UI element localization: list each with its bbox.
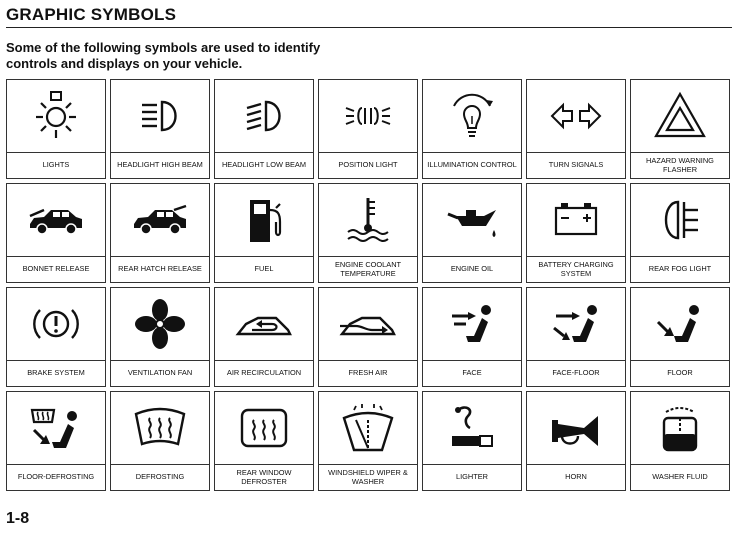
horn-icon <box>544 400 608 456</box>
symbol-label: FACE-FLOOR <box>527 360 625 386</box>
symbol-cell-air-recirc <box>214 287 314 387</box>
intro-text: Some of the following symbols are used to identify controls and displays on your vehicle. <box>6 40 321 71</box>
battery-icon <box>544 192 608 248</box>
page-number: 1-8 <box>6 510 30 527</box>
symbol-label: HAZARD WARNING FLASHER <box>631 152 729 178</box>
symbol-label: WASHER FLUID <box>631 464 729 490</box>
lights-icon <box>24 88 88 144</box>
symbol-label: BONNET RELEASE <box>7 256 105 282</box>
position-light-icon <box>336 88 400 144</box>
symbol-cell-floor-defrost <box>6 391 106 491</box>
rear-defroster-icon <box>232 400 296 456</box>
symbol-cell-headlight-low <box>214 79 314 179</box>
title-rule <box>6 27 732 28</box>
fuel-icon <box>232 192 296 248</box>
engine-oil-icon <box>440 192 504 248</box>
symbol-label: FACE <box>423 360 521 386</box>
symbol-cell-rear-hatch <box>110 183 210 283</box>
face-vent-icon <box>440 296 504 352</box>
ventilation-fan-icon <box>128 296 192 352</box>
symbol-cell-face-floor <box>526 287 626 387</box>
symbol-label: VENTILATION FAN <box>111 360 209 386</box>
symbol-cell-washer-fluid <box>630 391 730 491</box>
symbol-label: HORN <box>527 464 625 490</box>
symbol-cell-hazard <box>630 79 730 179</box>
symbol-cell-rear-defrost <box>214 391 314 491</box>
symbol-cell-horn <box>526 391 626 491</box>
symbol-cell-floor <box>630 287 730 387</box>
symbol-cell-bonnet-release <box>6 183 106 283</box>
symbol-label: FRESH AIR <box>319 360 417 386</box>
symbol-label: LIGHTER <box>423 464 521 490</box>
symbol-cell-rear-fog <box>630 183 730 283</box>
symbol-label: BRAKE SYSTEM <box>7 360 105 386</box>
symbol-label: REAR FOG LIGHT <box>631 256 729 282</box>
wiper-washer-icon <box>336 400 400 456</box>
symbol-label: LIGHTS <box>7 152 105 178</box>
symbol-label: AIR RECIRCULATION <box>215 360 313 386</box>
face-floor-vent-icon <box>544 296 608 352</box>
symbol-label: FLOOR <box>631 360 729 386</box>
symbol-cell-face <box>422 287 522 387</box>
symbol-cell-wiper-washer <box>318 391 418 491</box>
symbol-label: HEADLIGHT LOW BEAM <box>215 152 313 178</box>
page-title: GRAPHIC SYMBOLS <box>6 5 177 24</box>
symbol-label: REAR WINDOW DEFROSTER <box>215 464 313 490</box>
symbol-cell-defrost <box>110 391 210 491</box>
symbol-label: ENGINE COOLANT TEMPERATURE <box>319 256 417 282</box>
symbol-label: ENGINE OIL <box>423 256 521 282</box>
symbol-cell-lights <box>6 79 106 179</box>
symbol-cell-fresh-air <box>318 287 418 387</box>
symbol-cell-fuel <box>214 183 314 283</box>
symbol-label: WINDSHIELD WIPER & WASHER <box>319 464 417 490</box>
headlight-low-beam-icon <box>232 88 296 144</box>
defrost-icon <box>128 400 192 456</box>
symbol-label: TURN SIGNALS <box>527 152 625 178</box>
symbol-cell-fan <box>110 287 210 387</box>
illumination-control-icon <box>440 88 504 144</box>
headlight-high-beam-icon <box>128 88 192 144</box>
symbol-label: ILLUMINATION CONTROL <box>423 152 521 178</box>
symbol-cell-illumination <box>422 79 522 179</box>
hazard-warning-icon <box>648 88 712 144</box>
symbol-cell-headlight-high <box>110 79 210 179</box>
symbol-label: BATTERY CHARGING SYSTEM <box>527 256 625 282</box>
symbol-label: DEFROSTING <box>111 464 209 490</box>
symbol-label: REAR HATCH RELEASE <box>111 256 209 282</box>
symbol-label: POSITION LIGHT <box>319 152 417 178</box>
symbol-grid <box>6 79 730 493</box>
symbol-cell-brake <box>6 287 106 387</box>
turn-signals-icon <box>544 88 608 144</box>
fresh-air-icon <box>336 296 400 352</box>
washer-fluid-icon <box>648 400 712 456</box>
engine-coolant-icon <box>336 192 400 248</box>
rear-fog-light-icon <box>648 192 712 248</box>
lighter-icon <box>440 400 504 456</box>
air-recirculation-icon <box>232 296 296 352</box>
symbol-cell-position-light <box>318 79 418 179</box>
floor-vent-icon <box>648 296 712 352</box>
bonnet-release-icon <box>24 192 88 248</box>
symbol-cell-coolant <box>318 183 418 283</box>
symbol-label: FLOOR-DEFROSTING <box>7 464 105 490</box>
brake-system-icon <box>24 296 88 352</box>
symbol-cell-engine-oil <box>422 183 522 283</box>
symbol-cell-lighter <box>422 391 522 491</box>
rear-hatch-release-icon <box>128 192 192 248</box>
symbol-cell-battery <box>526 183 626 283</box>
symbol-label: HEADLIGHT HIGH BEAM <box>111 152 209 178</box>
symbol-cell-turn-signals <box>526 79 626 179</box>
symbol-label: FUEL <box>215 256 313 282</box>
floor-defrost-icon <box>24 400 88 456</box>
